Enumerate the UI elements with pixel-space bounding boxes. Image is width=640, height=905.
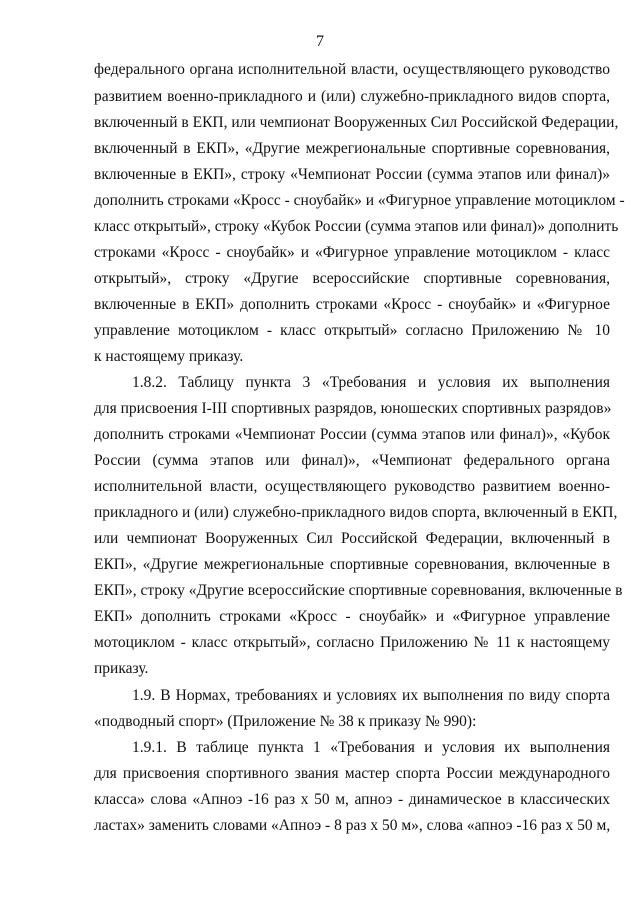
text-line: или чемпионат Вооруженных Сил Российской Федерации, включенный в	[94, 530, 610, 547]
paragraph-first-line: 1.9.1. В таблице пункта 1 «Требования и условия их выполнения	[132, 739, 610, 756]
text-line: строками «Кросс - сноубайк» и «Фигурное управление мотоциклом - класс	[94, 244, 610, 261]
text-line: открытый», строку «Другие всероссийские спортивные соревнования,	[94, 270, 610, 287]
text-line: развитием военно-прикладного и (или) служебно-прикладного видов спорта,	[94, 88, 610, 105]
text-line: класса» слова «Апноэ -16 раз х 50 м, апноэ - динамическое в классических	[94, 791, 610, 808]
text-line: федерального органа исполнительной власти, осуществляющего руководство	[94, 61, 610, 78]
text-line: класс открытый», строку «Кубок России (сумма этапов или финал)» дополнить	[94, 218, 619, 235]
text-line: включенные в ЕКП», строку «Чемпионат России (сумма этапов или финал)»	[94, 166, 610, 183]
text-line: к настоящему приказу.	[94, 348, 244, 365]
text-line: дополнить строками «Кросс - сноубайк» и «Фигурное управление мотоциклом -	[94, 192, 625, 209]
text-line: ЕКП», «Другие межрегиональные спортивные соревнования, включенные в	[94, 556, 610, 573]
text-line: «подводный спорт» (Приложение № 38 к приказу № 990):	[94, 713, 477, 730]
text-line: дополнить строками «Чемпионат России (сумма этапов или финал)», «Кубок	[94, 426, 610, 443]
page-number: 7	[316, 33, 324, 50]
text-line: приказу.	[94, 660, 149, 677]
text-line: включенный в ЕКП», «Другие межрегиональные спортивные соревнования,	[94, 140, 610, 157]
paragraph-first-line: 1.9. В Нормах, требованиях и условиях их выполнения по виду спорта	[132, 687, 610, 704]
text-line: России (сумма этапов или финал)», «Чемпионат федерального органа	[94, 452, 610, 469]
text-line: включенный в ЕКП, или чемпионат Вооруженных Сил Российской Федерации,	[94, 114, 619, 131]
text-line: ЕКП», строку «Другие всероссийские спортивные соревнования, включенные в	[94, 582, 623, 599]
text-line: для присвоения I-III спортивных разрядов, юношеских спортивных разрядов»	[94, 400, 612, 417]
text-line: исполнительной власти, осуществляющего руководство развитием военно-	[94, 478, 610, 495]
text-line: для присвоения спортивного звания мастер спорта России международного	[94, 765, 610, 782]
text-line: ЕКП» дополнить строками «Кросс - сноубайк» и «Фигурное управление	[94, 608, 610, 625]
text-line: ластах» заменить словами «Апноэ - 8 раз х 50 м», слова «апноэ -16 раз х 50 м,	[94, 817, 611, 834]
text-line: управление мотоциклом - класс открытый» согласно Приложению № 10	[94, 322, 610, 339]
text-line: прикладного и (или) служебно-прикладного видов спорта, включенный в ЕКП,	[94, 504, 618, 521]
text-line: включенные в ЕКП» дополнить строками «Кросс - сноубайк» и «Фигурное	[94, 296, 610, 313]
paragraph-first-line: 1.8.2. Таблицу пункта 3 «Требования и условия их выполнения	[132, 374, 610, 391]
text-line: мотоциклом - класс открытый», согласно Приложению № 11 к настоящему	[94, 634, 610, 651]
